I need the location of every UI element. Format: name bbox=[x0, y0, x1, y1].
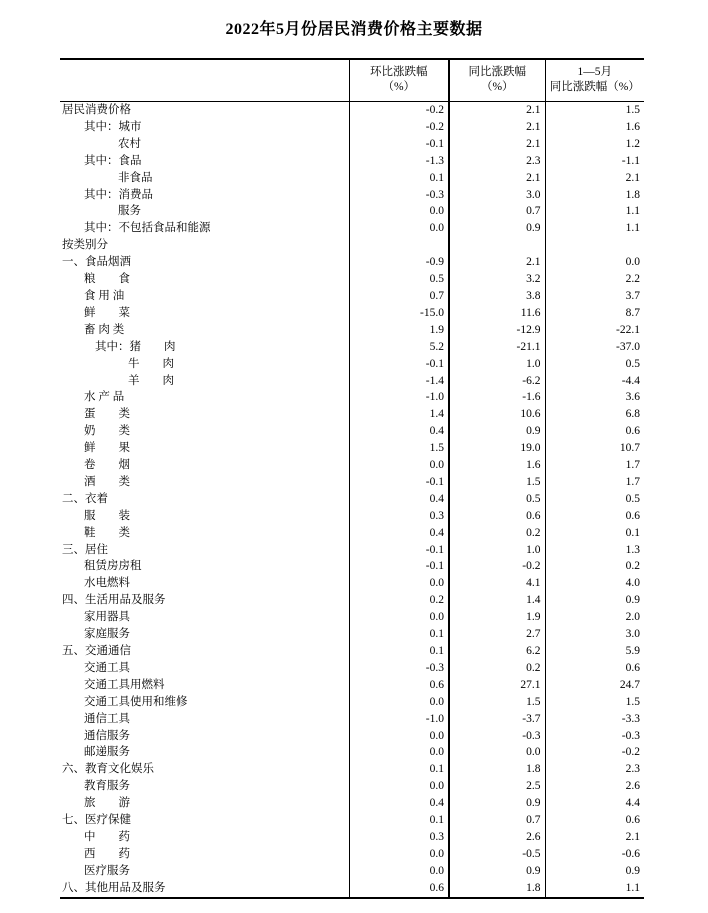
cum-value: 0.6 bbox=[545, 812, 644, 829]
mom-value: 5.2 bbox=[349, 339, 449, 356]
table-row bbox=[60, 660, 644, 677]
table-row bbox=[60, 508, 644, 525]
table-row bbox=[60, 829, 644, 846]
table-row bbox=[60, 626, 644, 643]
mom-value: -0.1 bbox=[349, 558, 449, 575]
mom-value: 1.5 bbox=[349, 440, 449, 457]
table-row bbox=[60, 542, 644, 559]
table-row bbox=[60, 778, 644, 795]
row-label: 二、衣着 bbox=[62, 492, 108, 505]
mom-value: 0.1 bbox=[349, 643, 449, 660]
row-label: 西 药 bbox=[84, 847, 130, 860]
mom-value: 0.4 bbox=[349, 795, 449, 812]
yoy-value: 1.5 bbox=[449, 694, 545, 711]
mom-value: 1.9 bbox=[349, 322, 449, 339]
yoy-value: 3.0 bbox=[449, 187, 545, 204]
yoy-value: -1.6 bbox=[449, 389, 545, 406]
table-row bbox=[60, 694, 644, 711]
table-row bbox=[60, 406, 644, 423]
yoy-value: 1.5 bbox=[449, 474, 545, 491]
table-row bbox=[60, 609, 644, 626]
yoy-value: 27.1 bbox=[449, 677, 545, 694]
table-row bbox=[60, 677, 644, 694]
mom-value: 0.0 bbox=[349, 457, 449, 474]
header-cum-line1: 1—5月 bbox=[577, 66, 612, 78]
table-row bbox=[60, 389, 644, 406]
mom-value: -0.3 bbox=[349, 660, 449, 677]
table-header bbox=[60, 59, 644, 102]
cum-value: 10.7 bbox=[545, 440, 644, 457]
row-label: 三、居住 bbox=[62, 543, 108, 556]
mom-value: 0.3 bbox=[349, 829, 449, 846]
row-label: 家庭服务 bbox=[84, 628, 130, 641]
cum-value: -37.0 bbox=[545, 339, 644, 356]
mom-value: 0.3 bbox=[349, 508, 449, 525]
yoy-value: 1.6 bbox=[449, 457, 545, 474]
yoy-value: 1.0 bbox=[449, 356, 545, 373]
mom-value: 1.4 bbox=[349, 406, 449, 423]
mom-value: 0.5 bbox=[349, 271, 449, 288]
yoy-value: 11.6 bbox=[449, 305, 545, 322]
row-label: 羊 肉 bbox=[128, 374, 174, 387]
yoy-value: -12.9 bbox=[449, 322, 545, 339]
cum-value: 3.6 bbox=[545, 389, 644, 406]
mom-value: -0.1 bbox=[349, 136, 449, 153]
mom-value: 0.0 bbox=[349, 220, 449, 237]
mom-value: -0.1 bbox=[349, 542, 449, 559]
cum-value: 0.6 bbox=[545, 508, 644, 525]
yoy-value: -0.3 bbox=[449, 728, 545, 745]
row-label: 酒 类 bbox=[84, 475, 130, 488]
table-row bbox=[60, 237, 644, 254]
cum-value: -0.6 bbox=[545, 846, 644, 863]
table-row bbox=[60, 373, 644, 390]
header-mom-line2: （%） bbox=[382, 81, 416, 93]
header-cum-column bbox=[545, 59, 644, 102]
table-row bbox=[60, 863, 644, 880]
row-label: 邮递服务 bbox=[84, 746, 130, 759]
mom-value: 0.0 bbox=[349, 863, 449, 880]
cum-value: 2.2 bbox=[545, 271, 644, 288]
mom-value: -1.3 bbox=[349, 153, 449, 170]
cpi-table-container bbox=[60, 58, 644, 899]
row-label: 医疗服务 bbox=[84, 864, 130, 877]
row-label: 七、医疗保健 bbox=[62, 814, 131, 827]
mom-value: 0.4 bbox=[349, 423, 449, 440]
cum-value: 0.5 bbox=[545, 491, 644, 508]
mom-value: 0.0 bbox=[349, 846, 449, 863]
cum-value: 2.6 bbox=[545, 778, 644, 795]
table-row bbox=[60, 795, 644, 812]
yoy-value: 2.6 bbox=[449, 829, 545, 846]
header-yoy-line2: （%） bbox=[480, 81, 514, 93]
row-label: 交通工具 bbox=[84, 661, 130, 674]
cum-value: 2.1 bbox=[545, 170, 644, 187]
row-label: 四、生活用品及服务 bbox=[62, 594, 166, 607]
yoy-value bbox=[449, 237, 545, 254]
mom-value: 0.0 bbox=[349, 694, 449, 711]
table-row bbox=[60, 322, 644, 339]
cum-value: 0.5 bbox=[545, 356, 644, 373]
table-row bbox=[60, 170, 644, 187]
yoy-value: 0.9 bbox=[449, 220, 545, 237]
mom-value: 0.0 bbox=[349, 575, 449, 592]
yoy-value: 1.8 bbox=[449, 880, 545, 898]
table-row bbox=[60, 153, 644, 170]
row-label: 粮 食 bbox=[84, 273, 130, 286]
table-row bbox=[60, 440, 644, 457]
cum-value: 0.6 bbox=[545, 660, 644, 677]
cum-value: 0.0 bbox=[545, 254, 644, 271]
row-label: 畜 肉 类 bbox=[84, 323, 125, 336]
table-row bbox=[60, 203, 644, 220]
page-title: 2022年5月份居民消费价格主要数据 bbox=[225, 21, 483, 38]
cum-value: 0.9 bbox=[545, 592, 644, 609]
yoy-value: 2.3 bbox=[449, 153, 545, 170]
cum-value: 0.6 bbox=[545, 423, 644, 440]
row-label: 家用器具 bbox=[84, 611, 130, 624]
yoy-value: -6.2 bbox=[449, 373, 545, 390]
yoy-value: 0.2 bbox=[449, 660, 545, 677]
table-row bbox=[60, 880, 644, 898]
yoy-value: 0.7 bbox=[449, 203, 545, 220]
yoy-value: -3.7 bbox=[449, 711, 545, 728]
cum-value: 4.4 bbox=[545, 795, 644, 812]
yoy-value: 6.2 bbox=[449, 643, 545, 660]
mom-value: 0.1 bbox=[349, 812, 449, 829]
mom-value: -0.9 bbox=[349, 254, 449, 271]
table-row bbox=[60, 288, 644, 305]
row-label: 蛋 类 bbox=[84, 408, 130, 421]
cum-value: 1.5 bbox=[545, 102, 644, 119]
table-row bbox=[60, 305, 644, 322]
mom-value: 0.0 bbox=[349, 778, 449, 795]
header-mom-column bbox=[349, 59, 449, 102]
table-row bbox=[60, 220, 644, 237]
yoy-value: 2.1 bbox=[449, 254, 545, 271]
header-yoy-line1: 同比涨跌幅 bbox=[468, 66, 526, 78]
row-label: 交通工具用燃料 bbox=[84, 678, 165, 691]
yoy-value: 1.9 bbox=[449, 609, 545, 626]
yoy-value: 2.5 bbox=[449, 778, 545, 795]
mom-value: 0.2 bbox=[349, 592, 449, 609]
cum-value: 5.9 bbox=[545, 643, 644, 660]
row-label: 通信服务 bbox=[84, 729, 130, 742]
mom-value: 0.6 bbox=[349, 880, 449, 898]
cum-value: 2.1 bbox=[545, 829, 644, 846]
yoy-value: 4.1 bbox=[449, 575, 545, 592]
mom-value: -0.1 bbox=[349, 474, 449, 491]
yoy-value: 1.8 bbox=[449, 761, 545, 778]
yoy-value: 1.0 bbox=[449, 542, 545, 559]
cum-value: 8.7 bbox=[545, 305, 644, 322]
yoy-value: 10.6 bbox=[449, 406, 545, 423]
row-label: 奶 类 bbox=[84, 425, 130, 438]
table-row bbox=[60, 728, 644, 745]
table-row bbox=[60, 643, 644, 660]
yoy-value: 1.4 bbox=[449, 592, 545, 609]
cum-value: 0.1 bbox=[545, 525, 644, 542]
mom-value: 0.7 bbox=[349, 288, 449, 305]
row-label: 水电燃料 bbox=[84, 577, 130, 590]
yoy-value: 0.5 bbox=[449, 491, 545, 508]
row-label: 六、教育文化娱乐 bbox=[62, 763, 154, 776]
row-label: 其中：城市 bbox=[84, 120, 142, 133]
row-label: 旅 游 bbox=[84, 797, 130, 810]
cum-value: 3.7 bbox=[545, 288, 644, 305]
row-label: 水 产 品 bbox=[84, 391, 125, 404]
row-label: 农村 bbox=[118, 137, 141, 150]
mom-value: 0.1 bbox=[349, 761, 449, 778]
row-label: 一、食品烟酒 bbox=[62, 256, 131, 269]
table-row bbox=[60, 423, 644, 440]
yoy-value: 2.1 bbox=[449, 170, 545, 187]
cum-value: 1.1 bbox=[545, 220, 644, 237]
yoy-value: 0.7 bbox=[449, 812, 545, 829]
cum-value: -4.4 bbox=[545, 373, 644, 390]
table-row bbox=[60, 491, 644, 508]
cum-value: -1.1 bbox=[545, 153, 644, 170]
cum-value: 1.8 bbox=[545, 187, 644, 204]
table-row bbox=[60, 136, 644, 153]
yoy-value: 0.2 bbox=[449, 525, 545, 542]
header-yoy-column bbox=[449, 59, 545, 102]
mom-value: 0.0 bbox=[349, 728, 449, 745]
cpi-table bbox=[60, 58, 644, 899]
header-mom-line1: 环比涨跌幅 bbox=[370, 66, 428, 78]
yoy-value: 0.9 bbox=[449, 795, 545, 812]
yoy-value: 3.8 bbox=[449, 288, 545, 305]
row-label: 鲜 菜 bbox=[84, 306, 130, 319]
table-row bbox=[60, 254, 644, 271]
header-cum-line2: 同比涨跌幅（%） bbox=[549, 81, 640, 93]
yoy-value: 3.2 bbox=[449, 271, 545, 288]
cum-value: -0.2 bbox=[545, 744, 644, 761]
mom-value: 0.0 bbox=[349, 203, 449, 220]
mom-value: -0.2 bbox=[349, 102, 449, 119]
table-row bbox=[60, 356, 644, 373]
row-label: 通信工具 bbox=[84, 712, 130, 725]
row-label: 服务 bbox=[118, 205, 141, 218]
mom-value: -0.3 bbox=[349, 187, 449, 204]
cum-value: 1.3 bbox=[545, 542, 644, 559]
table-row bbox=[60, 457, 644, 474]
mom-value: -1.4 bbox=[349, 373, 449, 390]
yoy-value: -0.5 bbox=[449, 846, 545, 863]
row-label: 教育服务 bbox=[84, 780, 130, 793]
table-row bbox=[60, 846, 644, 863]
row-label: 非食品 bbox=[118, 171, 153, 184]
cum-value: 2.0 bbox=[545, 609, 644, 626]
mom-value bbox=[349, 237, 449, 254]
yoy-value: 2.1 bbox=[449, 136, 545, 153]
table-row bbox=[60, 592, 644, 609]
cum-value: 24.7 bbox=[545, 677, 644, 694]
row-label: 居民消费价格 bbox=[62, 104, 131, 116]
mom-value: 0.1 bbox=[349, 170, 449, 187]
cum-value: 1.2 bbox=[545, 136, 644, 153]
mom-value: -15.0 bbox=[349, 305, 449, 322]
yoy-value: 0.0 bbox=[449, 744, 545, 761]
table-row bbox=[60, 187, 644, 204]
yoy-value: -21.1 bbox=[449, 339, 545, 356]
cum-value: 1.1 bbox=[545, 203, 644, 220]
table-row bbox=[60, 744, 644, 761]
table-row bbox=[60, 119, 644, 136]
header-row bbox=[60, 59, 644, 102]
cum-value: 1.7 bbox=[545, 474, 644, 491]
table-row bbox=[60, 575, 644, 592]
table-row bbox=[60, 339, 644, 356]
cum-value: 1.5 bbox=[545, 694, 644, 711]
row-label: 租赁房房租 bbox=[84, 560, 142, 573]
table-row bbox=[60, 102, 644, 119]
row-label: 牛 肉 bbox=[128, 357, 174, 370]
row-label: 其中：消费品 bbox=[84, 188, 153, 201]
mom-value: 0.4 bbox=[349, 491, 449, 508]
table-row bbox=[60, 558, 644, 575]
table-row bbox=[60, 711, 644, 728]
mom-value: 0.0 bbox=[349, 744, 449, 761]
row-label: 其中：猪 肉 bbox=[95, 340, 176, 353]
yoy-value: 2.1 bbox=[449, 102, 545, 119]
row-label: 其中：食品 bbox=[84, 154, 142, 167]
yoy-value: 19.0 bbox=[449, 440, 545, 457]
mom-value: -1.0 bbox=[349, 711, 449, 728]
cum-value: 2.3 bbox=[545, 761, 644, 778]
table-row bbox=[60, 525, 644, 542]
table-row bbox=[60, 761, 644, 778]
cum-value: -0.3 bbox=[545, 728, 644, 745]
row-label: 交通工具使用和维修 bbox=[84, 695, 188, 708]
row-label: 中 药 bbox=[84, 830, 130, 843]
mom-value: -1.0 bbox=[349, 389, 449, 406]
row-label: 按类别分 bbox=[62, 239, 108, 252]
cum-value: -22.1 bbox=[545, 322, 644, 339]
mom-value: 0.4 bbox=[349, 525, 449, 542]
row-label: 鲜 果 bbox=[84, 442, 130, 455]
cum-value: 1.6 bbox=[545, 119, 644, 136]
mom-value: -0.1 bbox=[349, 356, 449, 373]
cum-value: 0.9 bbox=[545, 863, 644, 880]
table-row bbox=[60, 812, 644, 829]
yoy-value: 0.9 bbox=[449, 423, 545, 440]
mom-value: 0.6 bbox=[349, 677, 449, 694]
yoy-value: 0.9 bbox=[449, 863, 545, 880]
yoy-value: -0.2 bbox=[449, 558, 545, 575]
mom-value: 0.1 bbox=[349, 626, 449, 643]
cum-value: 6.8 bbox=[545, 406, 644, 423]
table-row bbox=[60, 271, 644, 288]
row-label: 服 装 bbox=[84, 509, 130, 522]
table-row bbox=[60, 474, 644, 491]
cum-value: 4.0 bbox=[545, 575, 644, 592]
row-label: 鞋 类 bbox=[84, 526, 130, 539]
cum-value: 3.0 bbox=[545, 626, 644, 643]
header-label-column bbox=[60, 59, 349, 102]
cum-value: 1.1 bbox=[545, 880, 644, 898]
cum-value: -3.3 bbox=[545, 711, 644, 728]
cum-value: 1.7 bbox=[545, 457, 644, 474]
row-label: 八、其他用品及服务 bbox=[62, 881, 166, 894]
yoy-value: 2.1 bbox=[449, 119, 545, 136]
cum-value bbox=[545, 237, 644, 254]
row-label: 食 用 油 bbox=[84, 289, 125, 302]
row-label: 卷 烟 bbox=[84, 459, 130, 472]
yoy-value: 2.7 bbox=[449, 626, 545, 643]
mom-value: -0.2 bbox=[349, 119, 449, 136]
row-label: 其中：不包括食品和能源 bbox=[84, 222, 211, 235]
yoy-value: 0.6 bbox=[449, 508, 545, 525]
table-body bbox=[60, 102, 644, 898]
mom-value: 0.0 bbox=[349, 609, 449, 626]
row-label: 五、交通通信 bbox=[62, 645, 131, 657]
cum-value: 0.2 bbox=[545, 558, 644, 575]
